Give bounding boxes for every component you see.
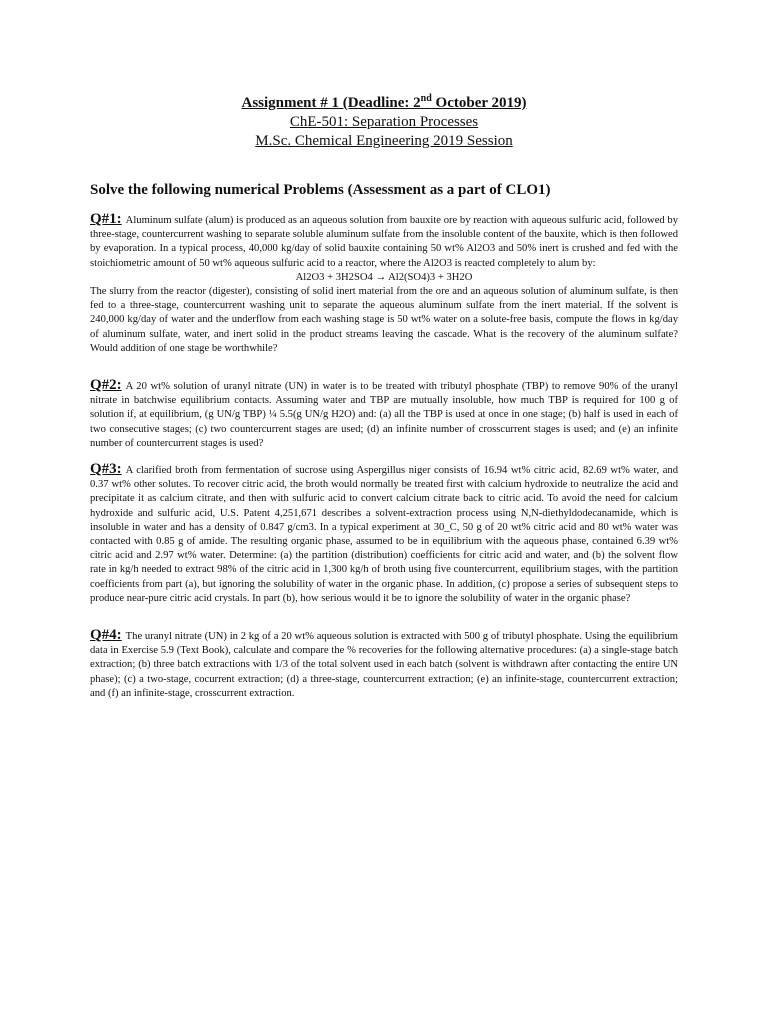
question-label: Q#1: <box>90 211 122 227</box>
course-title: ChE-501: Separation Processes <box>289 114 479 130</box>
reaction-equation: Al2O3 + 3H2SO4 → Al2(SO4)3 + 3H2O <box>295 271 473 283</box>
assignment-title <box>0 94 768 113</box>
question-text: A 20 wt% solution of uranyl nitrate (UN) in water is to be treated with tributyl phosphate (TBP) to remove 90% of the uranyl nitrate in batchwise equilibrium contacts. Assuming water and TBP are mutually insoluble, how much TBP is required for 100 g of solution if, at equilibrium, (g UN/g TBP) ¼ 5.5(g UN/g H2O) and: (a) all the TBP is used at once in one stage; (b) half is used in each of two consecutive stages; (c) two countercurrent stages are used; (d) an infinite number of crosscurrent stages is used; and (e) an infinite number of countercurrent stages is used? <box>90 381 678 449</box>
title-superscript: nd <box>420 93 432 104</box>
question-text: The uranyl nitrate (UN) in 2 kg of a 20 wt% aqueous solution is extracted with 500 g of tributyl phosphate. Using the equilibrium data in Exercise 5.9 (Text Book), calculate and compare the % recoveries for the following alternative procedures: (a) a single-stage batch extraction; (b) three batch extractions with 1/3 of the total solvent used in each batch (solvent is withdrawn after contacting the entire UN phase); (c) a two-stage, cocurrent extraction; (d) a three-stage, countercurrent extraction; (e) an infinite-stage, countercurrent extraction; and (f) an infinite-stage, crosscurrent extraction. <box>90 631 678 699</box>
question-4 <box>90 628 678 701</box>
instruction-heading: Solve the following numerical Problems (Assessment as a part of CLO1) <box>90 182 551 198</box>
assignment-header <box>0 94 768 151</box>
title-prefix: Assignment # 1 (Deadline: 2 <box>241 95 421 111</box>
title-suffix: October 2019) <box>431 95 527 111</box>
question-label: Q#2: <box>90 377 122 393</box>
question-label: Q#4: <box>90 627 122 643</box>
question-text: A clarified broth from fermentation of sucrose using Aspergillus niger consists of 16.94 wt% citric acid, 82.69 wt% water, and 0.37 wt% other solutes. To recover citric acid, the broth would normally be treated first with calcium hydroxide to neutralize the acid and precipitate it as calcium citrate, and then with sulfuric acid to convert calcium citrate back to citric acid. To avoid the need for calcium hydroxide and sulfuric acid, U.S. Patent 4,251,671 describes a solvent-extraction process using N,N-diethyldodecanamide, which is insoluble in water and has a density of 0.847 g/cm3. In a typical experiment at 30_C, 50 g of 20 wt% citric acid and 80 wt% water was contacted with 0.85 g of amide. The resulting organic phase, assumed to be in equilibrium with the aqueous phase, contained 6.39 wt% citric acid and 2.97 wt% water. Determine: (a) the partition (distribution) coefficients for citric acid and water, and (b) the solvent flow rate in kg/h needed to extract 98% of the citric acid in 1,300 kg/h of broth using five countercurrent, equilibrium stages, with the partition coefficients from part (a), but ignoring the solubility of water in the organic phase. In addition, (c) propose a series of subsequent steps to produce near-pure citric acid crystals. In part (b), how serious would it be to ignore the solubility of water in the organic phase? <box>90 465 678 604</box>
question-text-continued: The slurry from the reactor (digester), consisting of solid inert material from the ore and an aqueous solution of aluminum sulfate, is then fed to a three-stage, countercurrent washing unit to separate the aqueous aluminum sulfate from the inert material. If the solvent is 240,000 kg/day of water and the underflow from each washing stage is 50 wt% water on a solute-free basis, compute the flows in kg/day of aluminum sulfate, water, and inert solid in the product streams leaving the cascade. What is the recovery of the aluminum sulfate? Would addition of one stage be worthwhile? <box>90 286 678 354</box>
question-text: Aluminum sulfate (alum) is produced as an aqueous solution from bauxite ore by reaction with aqueous sulfuric acid, followed by three-stage, countercurrent washing to separate soluble aluminum sulfate from the insoluble content of the bauxite, which is then followed by evaporation. In a typical process, 40,000 kg/day of solid bauxite containing 50 wt% Al2O3 and 50% inert is crushed and fed with the stoichiometric amount of 50 wt% aqueous sulfuric acid to a reactor, where the Al2O3 is reacted completely to alum by: <box>90 215 678 269</box>
session-title: M.Sc. Chemical Engineering 2019 Session <box>255 133 513 149</box>
question-3 <box>90 462 678 606</box>
question-label: Q#3: <box>90 461 122 477</box>
question-2 <box>90 378 678 451</box>
question-1 <box>90 212 678 356</box>
